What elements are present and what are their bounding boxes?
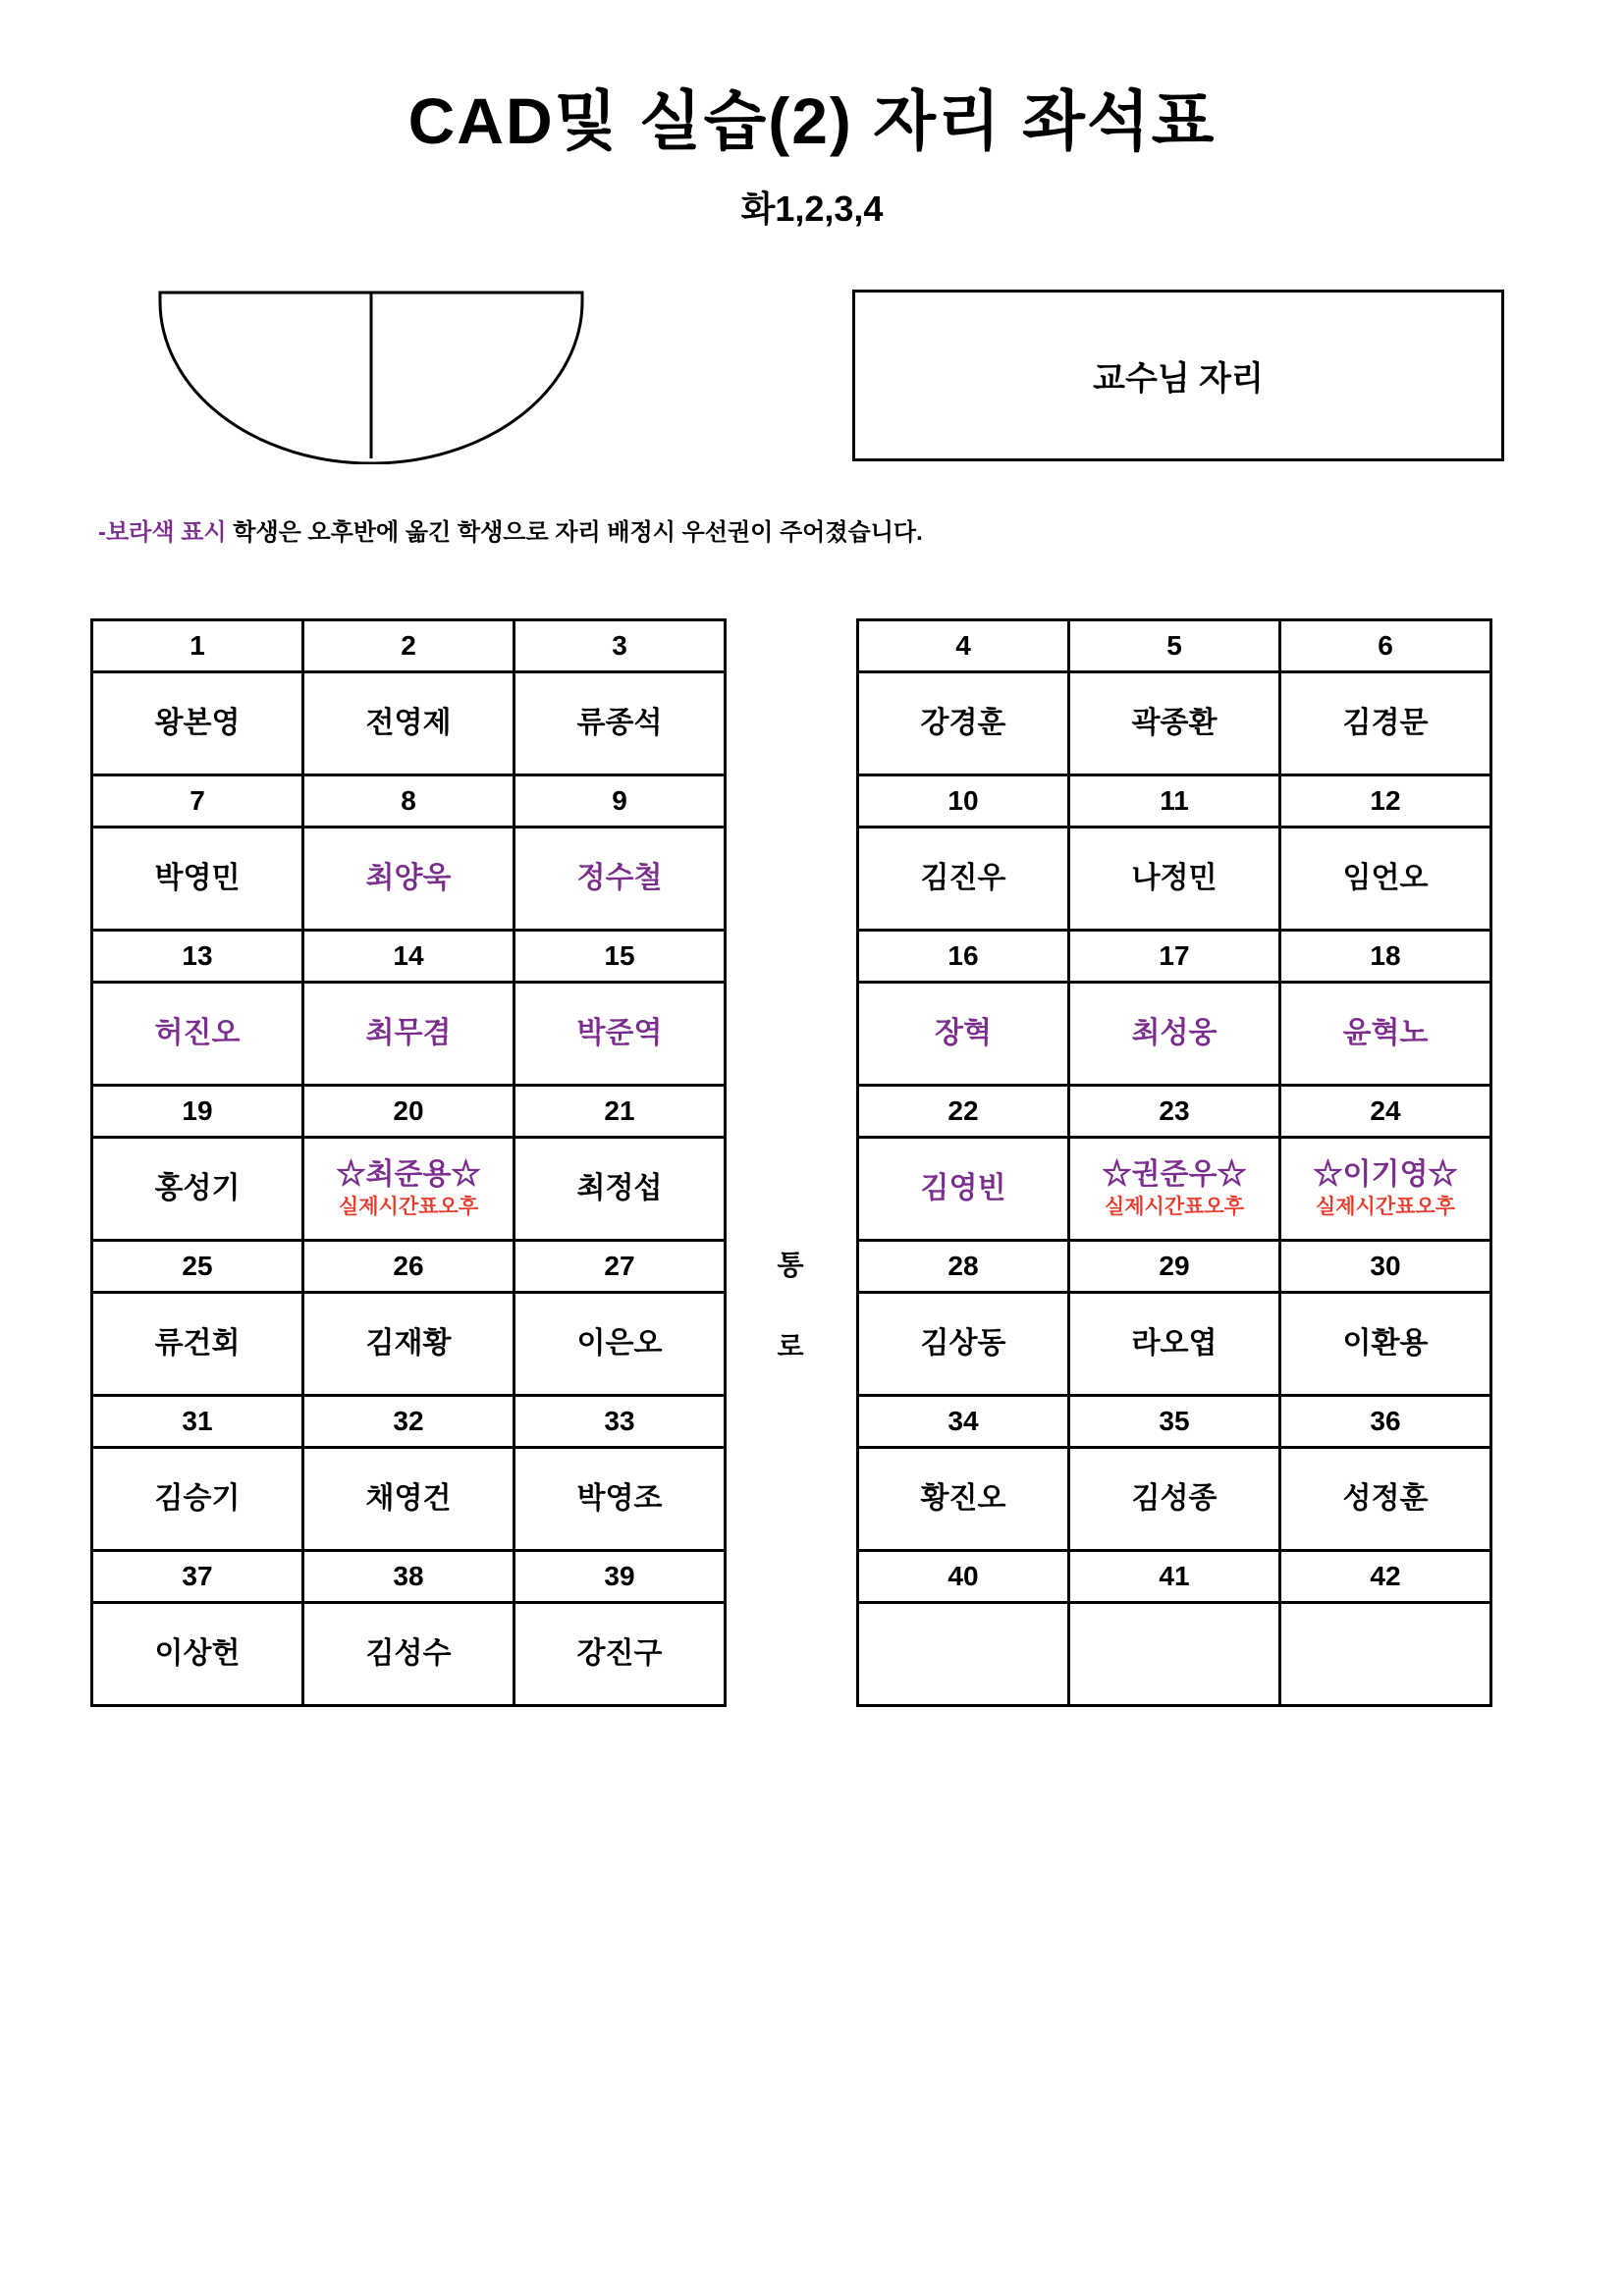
- seat-cell[interactable]: [1069, 828, 1280, 931]
- aisle-label-line1: 통: [777, 1250, 804, 1280]
- seat-cell[interactable]: [858, 828, 1069, 931]
- seat-number: 20: [303, 1086, 514, 1138]
- seat-number-row: [858, 931, 1491, 983]
- seat-student-name: 라오엽: [1131, 1326, 1218, 1360]
- seat-student-name: 채영건: [365, 1481, 452, 1515]
- seat-cell[interactable]: [1069, 1603, 1280, 1706]
- seat-cell[interactable]: [303, 672, 514, 775]
- seat-number: 13: [92, 931, 303, 983]
- seat-number-row: [858, 620, 1491, 672]
- seat-cell[interactable]: [92, 1603, 303, 1706]
- seat-number: 35: [1069, 1396, 1280, 1448]
- seat-number-row: [92, 1396, 726, 1448]
- seat-name-row: [858, 1138, 1491, 1241]
- seat-cell[interactable]: [92, 672, 303, 775]
- seat-number-row: [92, 931, 726, 983]
- seat-student-name: ☆권준우☆: [1102, 1157, 1247, 1191]
- seat-name-row: [92, 1138, 726, 1241]
- seat-student-name: 전영제: [365, 706, 452, 739]
- seat-student-name: 강진구: [576, 1636, 663, 1670]
- seat-number: 6: [1280, 620, 1491, 672]
- seat-number-row: [92, 1086, 726, 1138]
- seat-cell[interactable]: [514, 828, 726, 931]
- seat-student-name: 장혁: [935, 1016, 992, 1049]
- seat-number: 38: [303, 1551, 514, 1603]
- seat-student-name: 김성수: [365, 1636, 452, 1670]
- seat-name-row: [92, 1293, 726, 1396]
- seat-cell[interactable]: [1280, 983, 1491, 1086]
- seat-number-row: [92, 1551, 726, 1603]
- seat-student-name: 최성웅: [1131, 1016, 1218, 1049]
- seat-number: 2: [303, 620, 514, 672]
- seat-student-name: 김성종: [1131, 1481, 1218, 1515]
- seat-number: 22: [858, 1086, 1069, 1138]
- seat-name-row: [858, 1448, 1491, 1551]
- seat-number: 17: [1069, 931, 1280, 983]
- aisle-label-line2: 로: [777, 1331, 804, 1362]
- seat-cell[interactable]: [858, 983, 1069, 1086]
- seat-student-name: 류종석: [576, 706, 663, 739]
- seat-number-row: [858, 775, 1491, 828]
- seat-cell[interactable]: [303, 1293, 514, 1396]
- legend-note: [98, 512, 923, 547]
- seat-cell[interactable]: [92, 828, 303, 931]
- seat-student-name: 임언오: [1342, 861, 1429, 894]
- seat-student-name: 류건회: [154, 1326, 241, 1360]
- seat-cell[interactable]: [92, 1448, 303, 1551]
- seat-cell[interactable]: [514, 1448, 726, 1551]
- seat-student-name: 박영조: [576, 1481, 663, 1515]
- seat-cell[interactable]: [858, 1603, 1069, 1706]
- seat-student-name: 김재황: [365, 1326, 452, 1360]
- aisle-label-spacer: [761, 1279, 820, 1333]
- seat-student-name: ☆최준용☆: [336, 1157, 481, 1191]
- seat-number: 40: [858, 1551, 1069, 1603]
- seat-student-name: 왕본영: [154, 706, 241, 739]
- seat-cell[interactable]: [1069, 1448, 1280, 1551]
- seat-student-name: 최무겸: [365, 1016, 452, 1049]
- seat-cell[interactable]: [1069, 1293, 1280, 1396]
- legend-note-highlight: -보라색 표시: [98, 519, 227, 546]
- seat-number: 7: [92, 775, 303, 828]
- seat-number: 14: [303, 931, 514, 983]
- seat-student-name: 홍성기: [154, 1171, 241, 1204]
- professor-seat-box: [852, 290, 1504, 461]
- seat-student-name: 윤혁노: [1342, 1016, 1429, 1049]
- seat-number: 24: [1280, 1086, 1491, 1138]
- seat-table-right-body: [858, 620, 1491, 1706]
- seat-number: 27: [514, 1241, 726, 1293]
- seat-student-name: 황진오: [920, 1481, 1006, 1515]
- legend-note-rest: 학생은 오후반에 옮긴 학생으로 자리 배정시 우선권이 주어졌습니다.: [226, 519, 923, 546]
- seat-name-row: [92, 1448, 726, 1551]
- seat-name-row: [858, 828, 1491, 931]
- seat-cell[interactable]: [1280, 1138, 1491, 1241]
- seat-student-name: 곽종환: [1131, 706, 1218, 739]
- seat-number: 12: [1280, 775, 1491, 828]
- seat-student-name: 강경훈: [920, 706, 1006, 739]
- podium-shape: [157, 290, 585, 464]
- seat-number-row: [858, 1086, 1491, 1138]
- seat-table-left: [90, 618, 727, 1707]
- seat-number: 4: [858, 620, 1069, 672]
- seat-cell[interactable]: [92, 1138, 303, 1241]
- seat-student-name: 박준역: [576, 1016, 663, 1049]
- seat-student-note: 실제시간표오후: [338, 1196, 478, 1219]
- seat-cell[interactable]: [514, 983, 726, 1086]
- seat-student-name: ☆이기영☆: [1313, 1157, 1458, 1191]
- seat-number: 39: [514, 1551, 726, 1603]
- seat-number: 32: [303, 1396, 514, 1448]
- seat-number: 29: [1069, 1241, 1280, 1293]
- seat-number: 18: [1280, 931, 1491, 983]
- seat-student-name: 박영민: [154, 861, 241, 894]
- seat-student-note: 실제시간표오후: [1104, 1196, 1244, 1219]
- seat-name-row: [92, 1603, 726, 1706]
- seat-number: 42: [1280, 1551, 1491, 1603]
- seat-cell[interactable]: [303, 828, 514, 931]
- seat-cell[interactable]: [303, 1603, 514, 1706]
- page-subtitle: 화1,2,3,4: [740, 188, 884, 229]
- seat-cell[interactable]: [1280, 1603, 1491, 1706]
- seat-number: 19: [92, 1086, 303, 1138]
- seat-cell[interactable]: [1069, 1138, 1280, 1241]
- aisle-label: [761, 1252, 820, 1361]
- seat-number-row: [92, 620, 726, 672]
- seat-cell[interactable]: [1280, 672, 1491, 775]
- seat-cell[interactable]: [514, 1293, 726, 1396]
- seat-student-name: 성정훈: [1342, 1481, 1429, 1515]
- seat-student-name: 이은오: [576, 1326, 663, 1360]
- seat-student-name: 김영빈: [920, 1171, 1006, 1204]
- seat-name-row: [858, 1603, 1491, 1706]
- seat-student-name: 허진오: [154, 1016, 241, 1049]
- seat-student-name: 나정민: [1131, 861, 1218, 894]
- seat-student-name: 김경문: [1342, 706, 1429, 739]
- seat-cell[interactable]: [303, 1448, 514, 1551]
- seat-cell[interactable]: [303, 1138, 514, 1241]
- seat-number-row: [92, 775, 726, 828]
- seat-name-row: [858, 672, 1491, 775]
- seat-number: 10: [858, 775, 1069, 828]
- seat-cell[interactable]: [514, 1603, 726, 1706]
- seat-number-row: [858, 1551, 1491, 1603]
- seat-number: 16: [858, 931, 1069, 983]
- seat-number: 1: [92, 620, 303, 672]
- seat-cell[interactable]: [514, 1138, 726, 1241]
- seat-number-row: [92, 1241, 726, 1293]
- seat-number: 31: [92, 1396, 303, 1448]
- seat-number: 8: [303, 775, 514, 828]
- seat-cell[interactable]: [92, 983, 303, 1086]
- seat-name-row: [858, 1293, 1491, 1396]
- seat-number: 21: [514, 1086, 726, 1138]
- seat-cell[interactable]: [858, 1293, 1069, 1396]
- seat-table-left-body: [92, 620, 726, 1706]
- seat-student-name: 최정섭: [576, 1171, 663, 1204]
- seat-student-name: 김상동: [920, 1326, 1006, 1360]
- seat-table-right: [856, 618, 1492, 1707]
- seat-cell[interactable]: [1069, 672, 1280, 775]
- seat-number: 25: [92, 1241, 303, 1293]
- seat-student-name: 정수철: [576, 861, 663, 894]
- seat-number-row: [858, 1241, 1491, 1293]
- seat-name-row: [92, 672, 726, 775]
- seat-number: 15: [514, 931, 726, 983]
- seat-cell[interactable]: [1280, 828, 1491, 931]
- seat-student-name: 이환용: [1342, 1326, 1429, 1360]
- seat-name-row: [858, 983, 1491, 1086]
- seat-student-name: 김진우: [920, 861, 1006, 894]
- seat-number-row: [858, 1396, 1491, 1448]
- seat-student-name: 최양욱: [365, 861, 452, 894]
- seat-cell[interactable]: [858, 672, 1069, 775]
- seat-cell[interactable]: [1280, 1293, 1491, 1396]
- seat-cell[interactable]: [858, 1138, 1069, 1241]
- seat-cell[interactable]: [858, 1448, 1069, 1551]
- seat-cell[interactable]: [1069, 983, 1280, 1086]
- seat-cell[interactable]: [303, 983, 514, 1086]
- seat-number: 33: [514, 1396, 726, 1448]
- seat-number: 11: [1069, 775, 1280, 828]
- seat-number: 5: [1069, 620, 1280, 672]
- seat-number: 36: [1280, 1396, 1491, 1448]
- seat-number: 28: [858, 1241, 1069, 1293]
- seat-number: 9: [514, 775, 726, 828]
- seat-number: 30: [1280, 1241, 1491, 1293]
- seat-name-row: [92, 983, 726, 1086]
- seat-student-name: 이상헌: [154, 1636, 241, 1670]
- seat-cell[interactable]: [92, 1293, 303, 1396]
- seat-number: 23: [1069, 1086, 1280, 1138]
- seat-cell[interactable]: [1280, 1448, 1491, 1551]
- seat-number: 34: [858, 1396, 1069, 1448]
- seat-student-note: 실제시간표오후: [1315, 1196, 1455, 1219]
- page-title: CAD및 실습(2) 자리 좌석표: [407, 84, 1217, 157]
- seat-number: 26: [303, 1241, 514, 1293]
- seat-number: 37: [92, 1551, 303, 1603]
- professor-seat-label: 교수님 자리: [1093, 360, 1264, 398]
- seat-cell[interactable]: [514, 672, 726, 775]
- seat-number: 3: [514, 620, 726, 672]
- seat-name-row: [92, 828, 726, 931]
- seat-student-name: 김승기: [154, 1481, 241, 1515]
- seat-number: 41: [1069, 1551, 1280, 1603]
